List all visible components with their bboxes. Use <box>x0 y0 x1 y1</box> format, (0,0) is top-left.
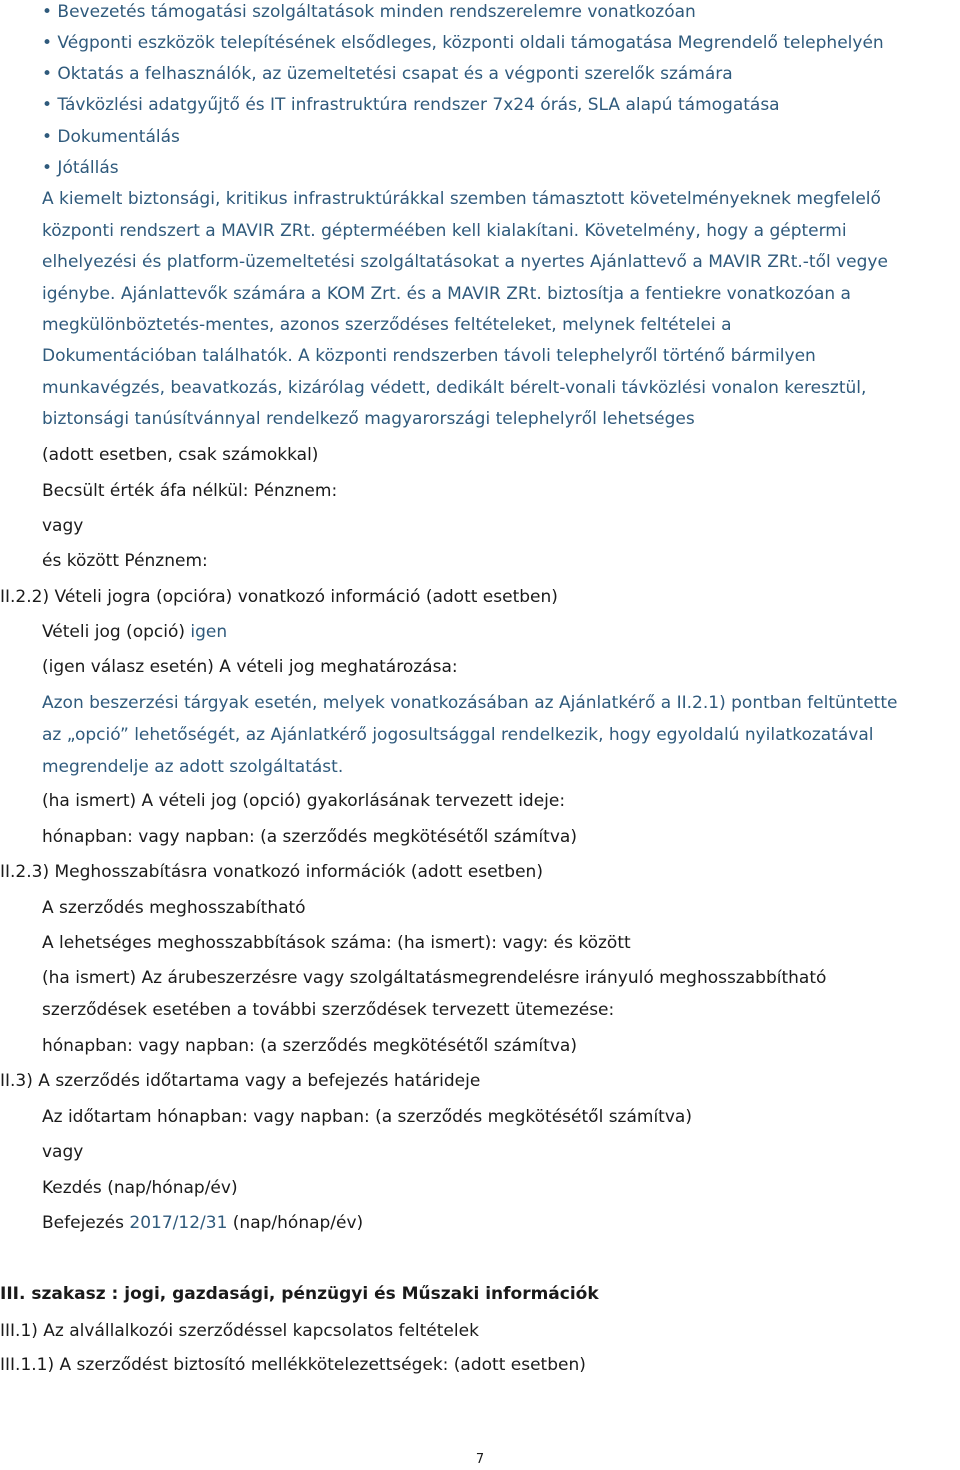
bullet-item: • Távközlési adatgyűjtő és IT infrastruktúra rendszer 7x24 órás, SLA alapú támogatása <box>42 95 780 115</box>
description-line: megkülönböztetés-mentes, azonos szerződéses feltételeket, melynek feltételei a <box>42 315 732 335</box>
extension-heading: II.2.3) Meghosszabításra vonatkozó információk (adott esetben) <box>0 862 543 882</box>
section3-heading: III. szakasz : jogi, gazdasági, pénzügyi és Műszaki információk <box>0 1284 599 1304</box>
bullet-item: • Bevezetés támogatási szolgáltatások minden rendszerelemre vonatkozóan <box>42 2 696 22</box>
option-answer: igen <box>190 622 228 642</box>
extension-timing-units: hónapban: vagy napban: (a szerződés megkötésétől számítva) <box>42 1036 577 1056</box>
value-or: vagy <box>42 516 84 536</box>
duration-months: Az időtartam hónapban: vagy napban: (a szerződés megkötésétől számítva) <box>42 1107 692 1127</box>
extension-count: A lehetséges meghosszabbítások száma: (ha ismert): vagy: és között <box>42 933 631 953</box>
duration-end-suffix: (nap/hónap/év) <box>232 1213 364 1233</box>
option-heading: II.2.2) Vételi jogra (opcióra) vonatkozó információ (adott esetben) <box>0 587 558 607</box>
bullet-item: • Végponti eszközök telepítésének elsődleges, központi oldali támogatása Megrendelő telephelyén <box>42 33 884 53</box>
option-definition-line: Azon beszerzési tárgyak esetén, melyek vonatkozásában az Ajánlatkérő a II.2.1) pontban feltüntette <box>42 693 898 713</box>
bullet-item: • Jótállás <box>42 158 119 178</box>
estimated-value: Becsült érték áfa nélkül: Pénznem: <box>42 481 338 501</box>
description-line: munkavégzés, beavatkozás, kizárólag védett, dedikált bérelt-vonali távközlési vonalon keresztül, <box>42 378 867 398</box>
duration-end-row <box>42 1212 363 1234</box>
duration-or: vagy <box>42 1142 84 1162</box>
value-note: (adott esetben, csak számokkal) <box>42 445 319 465</box>
description-line: biztonsági tanúsítvánnyal rendelkező magyarországi telephelyről lehetséges <box>42 409 695 429</box>
duration-end-label: Befejezés <box>42 1213 124 1233</box>
bullet-item: • Oktatás a felhasználók, az üzemeltetési csapat és a végponti szerelők számára <box>42 64 733 84</box>
duration-heading: II.3) A szerződés időtartama vagy a befejezés határideje <box>0 1071 481 1091</box>
option-definition-label: (igen válasz esetén) A vételi jog meghatározása: <box>42 657 458 677</box>
bullet-item: • Dokumentálás <box>42 127 180 147</box>
duration-start: Kezdés (nap/hónap/év) <box>42 1178 238 1198</box>
section3-sub1: III.1) Az alvállalkozói szerződéssel kapcsolatos feltételek <box>0 1321 479 1341</box>
description-line: központi rendszert a MAVIR ZRt. gépterméében kell kialakítani. Követelmény, hogy a géptermi <box>42 221 847 241</box>
description-line: Dokumentációban találhatók. A központi rendszerben távoli telephelyről történő bármilyen <box>42 346 816 366</box>
option-definition-line: az „opció” lehetőségét, az Ajánlatkérő jogosultsággal rendelkezik, hogy egyoldalú nyilatkozatával <box>42 725 874 745</box>
description-line: elhelyezési és platform-üzemeltetési szolgáltatásokat a nyertes Ajánlattevő a MAVIR ZRt.-től vegye <box>42 252 888 272</box>
section3-sub2: III.1.1) A szerződést biztosító mellékkötelezettségek: (adott esetben) <box>0 1355 586 1375</box>
option-timing-label: (ha ismert) A vételi jog (opció) gyakorlásának tervezett ideje: <box>42 791 566 811</box>
duration-end-date: 2017/12/31 <box>129 1213 228 1233</box>
extension-schedule-line: (ha ismert) Az árubeszerzésre vagy szolgáltatásmegrendelésre irányuló meghosszabbítható <box>42 968 827 988</box>
option-timing-units: hónapban: vagy napban: (a szerződés megkötésétől számítva) <box>42 827 577 847</box>
extension-schedule-line: szerződések esetében a további szerződések tervezett ütemezése: <box>42 1000 615 1020</box>
value-between: és között Pénznem: <box>42 551 208 571</box>
option-definition-line: megrendelje az adott szolgáltatást. <box>42 757 344 777</box>
extension-renewable: A szerződés meghosszabítható <box>42 898 306 918</box>
page-number: 7 <box>475 1452 485 1467</box>
description-line: igénybe. Ajánlattevők számára a KOM Zrt. és a MAVIR ZRt. biztosítja a fentiekre vonatkozóan a <box>42 284 851 304</box>
option-label: Vételi jog (opció) <box>42 622 185 642</box>
description-line: A kiemelt biztonsági, kritikus infrastruktúrákkal szemben támasztott követelményeknek megfelelő <box>42 189 881 209</box>
option-row <box>42 621 227 643</box>
